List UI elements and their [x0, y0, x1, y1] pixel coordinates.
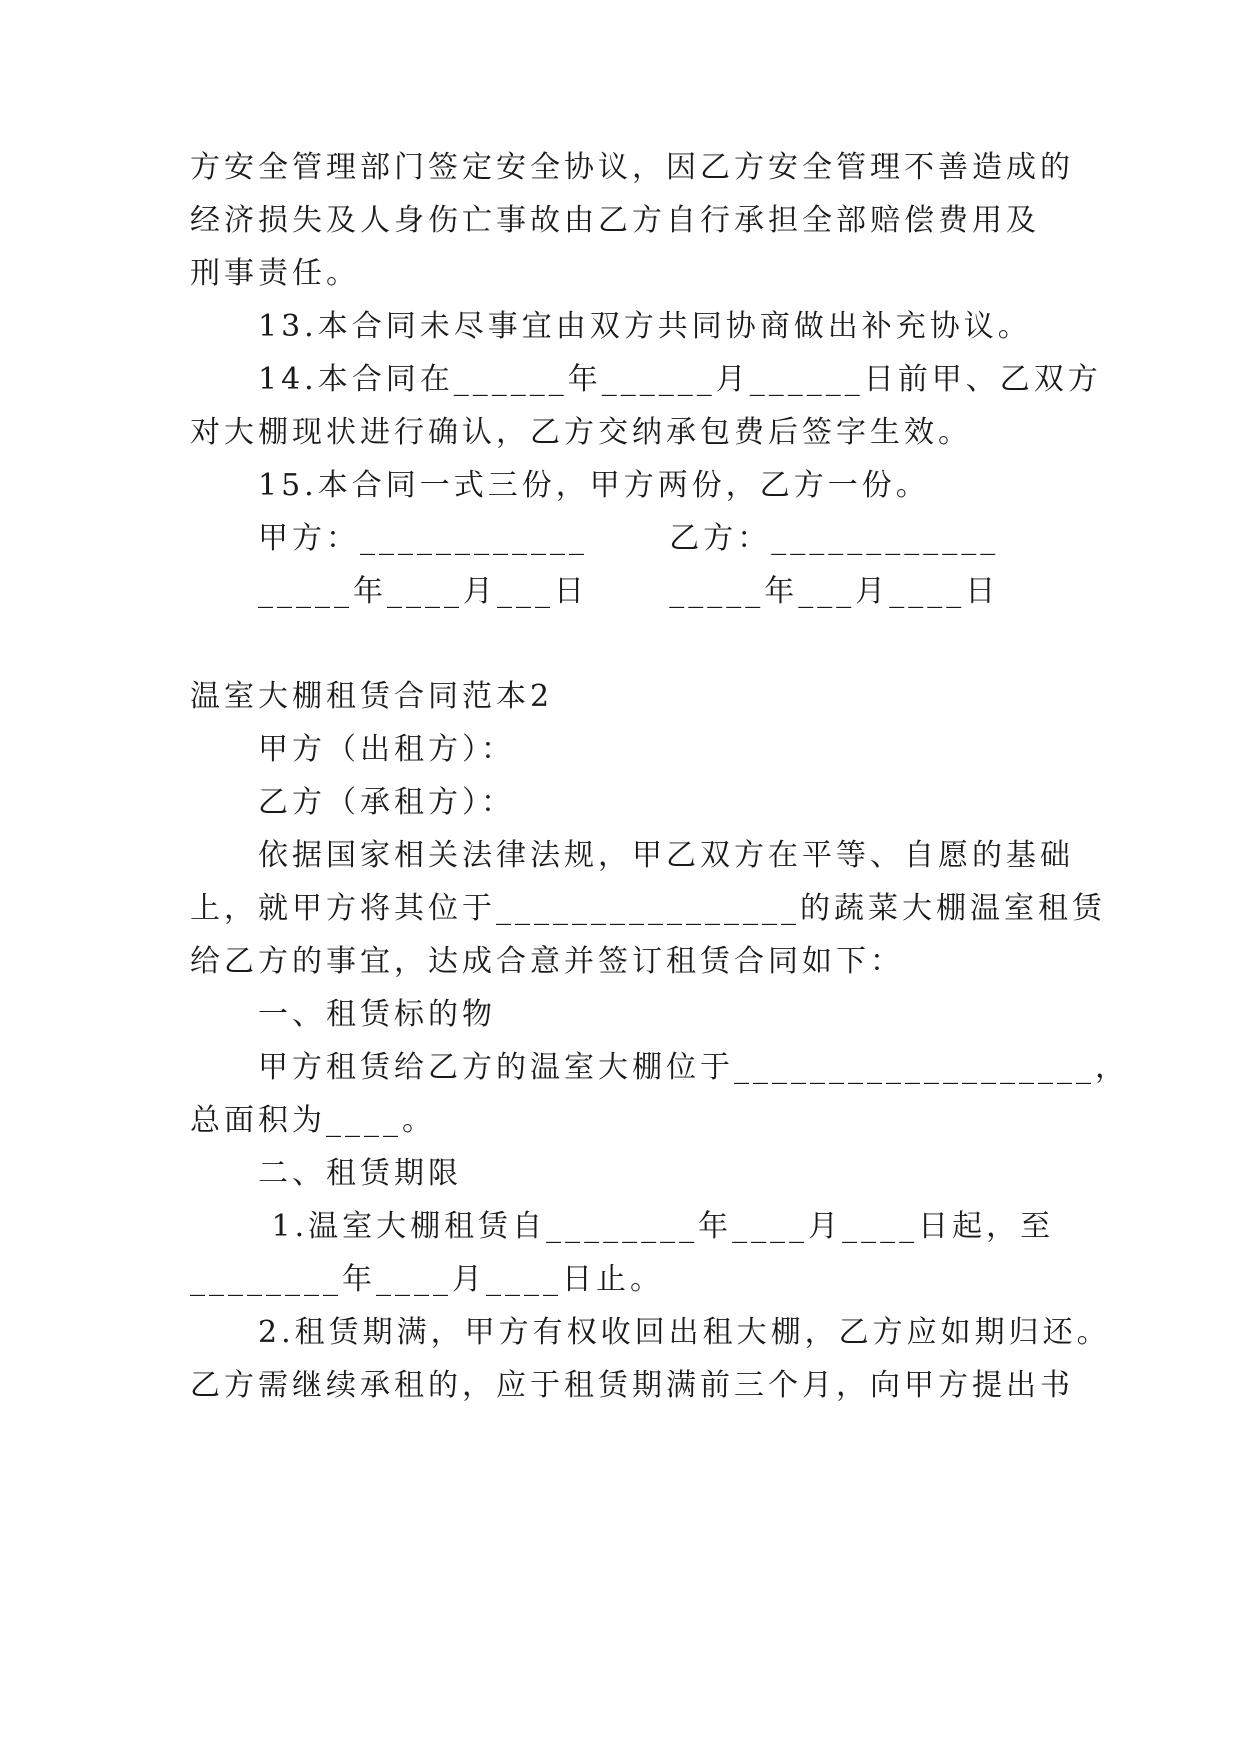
- heading-term: 二、租赁期限: [258, 1156, 462, 1191]
- signature-parties: 甲方：____________ 乙方：____________: [258, 521, 1000, 556]
- paragraph-line: 刑事责任。: [190, 256, 360, 291]
- preamble-line-2: 上，就甲方将其位于________________的蔬菜大棚温室租赁: [190, 891, 1106, 926]
- clause-14-line-2: 对大棚现状进行确认，乙方交纳承包费后签字生效。: [190, 415, 972, 450]
- heading-subject: 一、租赁标的物: [258, 997, 496, 1032]
- signature-dates: _____年____月___日 _____年___月____日: [258, 574, 1000, 609]
- party-a-label: 甲方（出租方）：: [258, 732, 515, 767]
- preamble-line-1: 依据国家相关法律法规，甲乙双方在平等、自愿的基础: [258, 838, 1074, 873]
- term-1-line-2: ________年____月____日止。: [190, 1262, 664, 1297]
- party-b-label: 乙方（承租方）：: [258, 785, 515, 820]
- clause-15: 15.本合同一式三份，甲方两份，乙方一份。: [258, 468, 930, 503]
- subject-line-2: 总面积为____。: [190, 1103, 436, 1138]
- subject-line-1: 甲方租赁给乙方的温室大棚位于___________________，: [258, 1050, 1129, 1085]
- term-2-line-1: 2.租赁期满，甲方有权收回出租大棚，乙方应如期归还。: [258, 1315, 1111, 1350]
- clause-14-line-1: 14.本合同在______年______月______日前甲、乙双方: [258, 362, 1102, 397]
- paragraph-line: 经济损失及人身伤亡事故由乙方自行承担全部赔偿费用及: [190, 203, 1040, 238]
- term-2-line-2: 乙方需继续承租的，应于租赁期满前三个月，向甲方提出书: [190, 1368, 1074, 1403]
- section-title: 温室大棚租赁合同范本2: [190, 679, 554, 714]
- term-1-line-1: 1.温室大棚租赁自________年____月____日起，至: [258, 1209, 1055, 1244]
- preamble-line-3: 给乙方的事宜，达成合意并签订租赁合同如下：: [190, 944, 904, 979]
- clause-13: 13.本合同未尽事宜由双方共同协商做出补充协议。: [258, 309, 1032, 344]
- paragraph-line: 方安全管理部门签定安全协议，因乙方安全管理不善造成的: [190, 150, 1074, 185]
